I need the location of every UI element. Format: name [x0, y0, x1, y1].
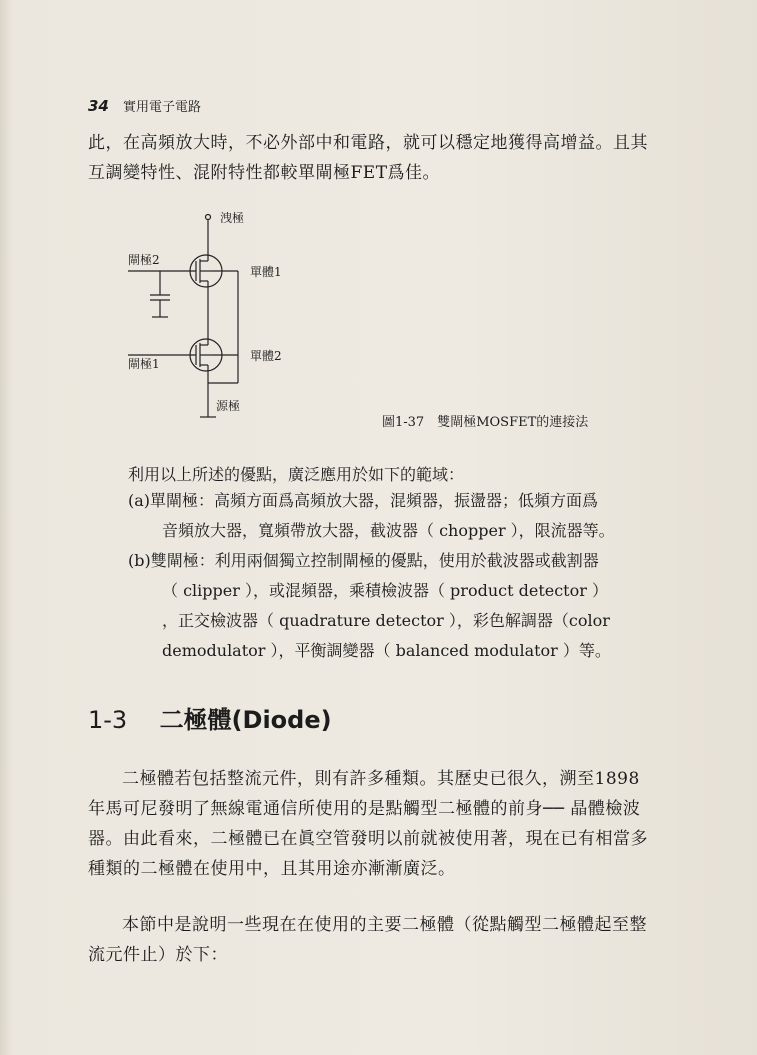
- label-body2: 單體2: [250, 349, 282, 363]
- list-intro: 利用以上所述的優點，廣泛應用於如下的範域：: [128, 465, 465, 484]
- paragraph-diode-history: [88, 764, 678, 884]
- text-line: 二極體若包括整流元件，則有許多種類。其歷史已很久，溯至1898: [122, 769, 640, 789]
- book-title: 實用電子電路: [123, 100, 202, 115]
- label-gate2: 閘極2: [128, 253, 160, 267]
- label-drain: 洩極: [220, 211, 245, 225]
- text-line: （ clipper ），或混頻器，乘積檢波器（ product detector ）: [162, 581, 608, 600]
- text-line: 此，在高頻放大時，不必外部中和電路，就可以穩定地獲得高增益。且其: [88, 133, 648, 153]
- label-gate1: 閘極1: [128, 357, 160, 371]
- page-number: 34: [88, 97, 109, 115]
- label-source: 源極: [216, 399, 241, 413]
- text-line: ，正交檢波器（ quadrature detector ），彩色解調器（color: [162, 611, 610, 630]
- text-line: demodulator ），平衡調變器（ balanced modulator ）等。: [162, 641, 611, 660]
- circuit-diagram: [110, 205, 630, 435]
- section-number: 1-3: [88, 706, 128, 734]
- text-line: 音頻放大器，寬頻帶放大器，截波器（ chopper ），限流器等。: [162, 521, 615, 540]
- figure-caption: 圖1-37 雙閘極MOSFET的連接法: [382, 415, 589, 430]
- dual-gate-mosfet-figure: [110, 205, 630, 435]
- label-body1: 單體1: [250, 265, 282, 279]
- list-item-b: [128, 546, 668, 666]
- section-title: 二極體(Diode): [159, 706, 332, 734]
- page-header: [88, 96, 201, 115]
- text-line: 年馬可尼發明了無線電通信所使用的是點觸型二極體的前身── 晶體檢波: [88, 799, 641, 819]
- text-line: 種類的二極體在使用中，且其用途亦漸漸廣泛。: [88, 859, 456, 879]
- drain-terminal: [206, 215, 211, 220]
- section-heading: [88, 700, 332, 735]
- text-line: (b)雙閘極：利用兩個獨立控制閘極的優點，使用於截波器或截割器: [128, 551, 599, 570]
- text-line: 本節中是說明一些現在在使用的主要二極體（從點觸型二極體起至整: [122, 915, 647, 935]
- paragraph-intro: [88, 128, 678, 188]
- text-line: (a)單閘極：高頻方面爲高頻放大器，混頻器，振盪器；低頻方面爲: [128, 491, 599, 510]
- list-item-a: [128, 486, 668, 546]
- text-line: 互調變特性、混附特性都較單閘極FET爲佳。: [88, 163, 441, 183]
- text-line: 流元件止）於下：: [88, 945, 228, 965]
- text-line: 器。由此看來，二極體已在眞空管發明以前就被使用著，現在已有相當多: [88, 829, 648, 849]
- paragraph-section-intro: [88, 910, 678, 970]
